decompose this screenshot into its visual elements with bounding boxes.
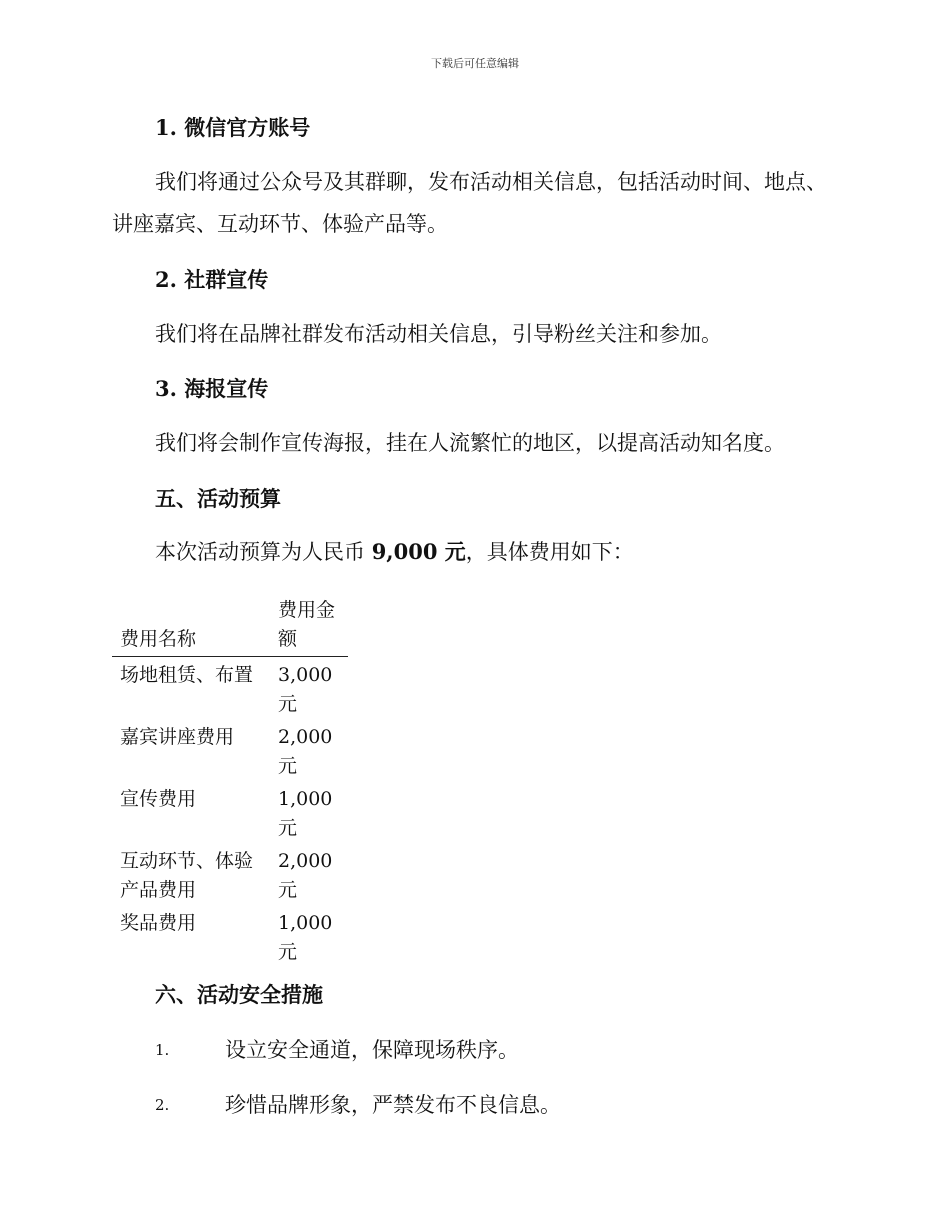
paragraph-wechat: 我们将通过公众号及其群聊，发布活动相关信息，包括活动时间、地点、讲座嘉宾、互动环节、体验产品等。	[112, 170, 827, 236]
budget-intro-pre: 本次活动预算为人民币	[155, 540, 372, 564]
list-item: 设立安全通道，保障现场秩序。	[225, 1038, 519, 1062]
paragraph-budget-intro	[155, 531, 634, 573]
list-item-number: 1.	[155, 1041, 170, 1059]
page-header-note: 下载后可任意编辑	[431, 57, 519, 70]
table-row	[112, 909, 348, 971]
budget-item-amount: 1,000 元	[278, 912, 333, 963]
section-heading-poster: 3. 海报宣传	[155, 376, 269, 401]
list-item: 珍惜品牌形象，严禁发布不良信息。	[225, 1093, 561, 1117]
section-heading-community: 2. 社群宣传	[155, 267, 269, 292]
budget-total-amount: 9,000 元	[371, 539, 466, 564]
budget-item-amount: 2,000 元	[278, 850, 333, 901]
budget-header-amount: 费用金额	[274, 596, 348, 657]
budget-item-amount: 1,000 元	[278, 788, 333, 839]
budget-item-name: 奖品费用	[120, 912, 197, 934]
budget-intro-post: ，具体费用如下：	[465, 540, 634, 564]
table-row	[112, 847, 348, 909]
paragraph-poster: 我们将会制作宣传海报，挂在人流繁忙的地区，以提高活动知名度。	[155, 431, 785, 455]
section-heading-wechat: 1. 微信官方账号	[155, 115, 311, 140]
budget-table	[112, 596, 348, 971]
budget-header-name: 费用名称	[112, 596, 274, 657]
table-row	[112, 785, 348, 847]
section-heading-budget: 五、活动预算	[155, 486, 281, 511]
list-item-number: 2.	[155, 1096, 170, 1114]
paragraph-community: 我们将在品牌社群发布活动相关信息，引导粉丝关注和参加。	[155, 322, 722, 346]
budget-item-name: 互动环节、体验产品费用	[120, 850, 254, 901]
table-row	[112, 723, 348, 785]
budget-item-name: 场地租赁、布置	[120, 664, 254, 686]
budget-item-name: 嘉宾讲座费用	[120, 726, 235, 748]
budget-item-amount: 3,000 元	[278, 664, 333, 715]
table-row	[112, 657, 348, 724]
budget-item-name: 宣传费用	[120, 788, 197, 810]
section-heading-safety: 六、活动安全措施	[155, 982, 323, 1007]
budget-item-amount: 2,000 元	[278, 726, 333, 777]
budget-table-header-row	[112, 596, 348, 657]
